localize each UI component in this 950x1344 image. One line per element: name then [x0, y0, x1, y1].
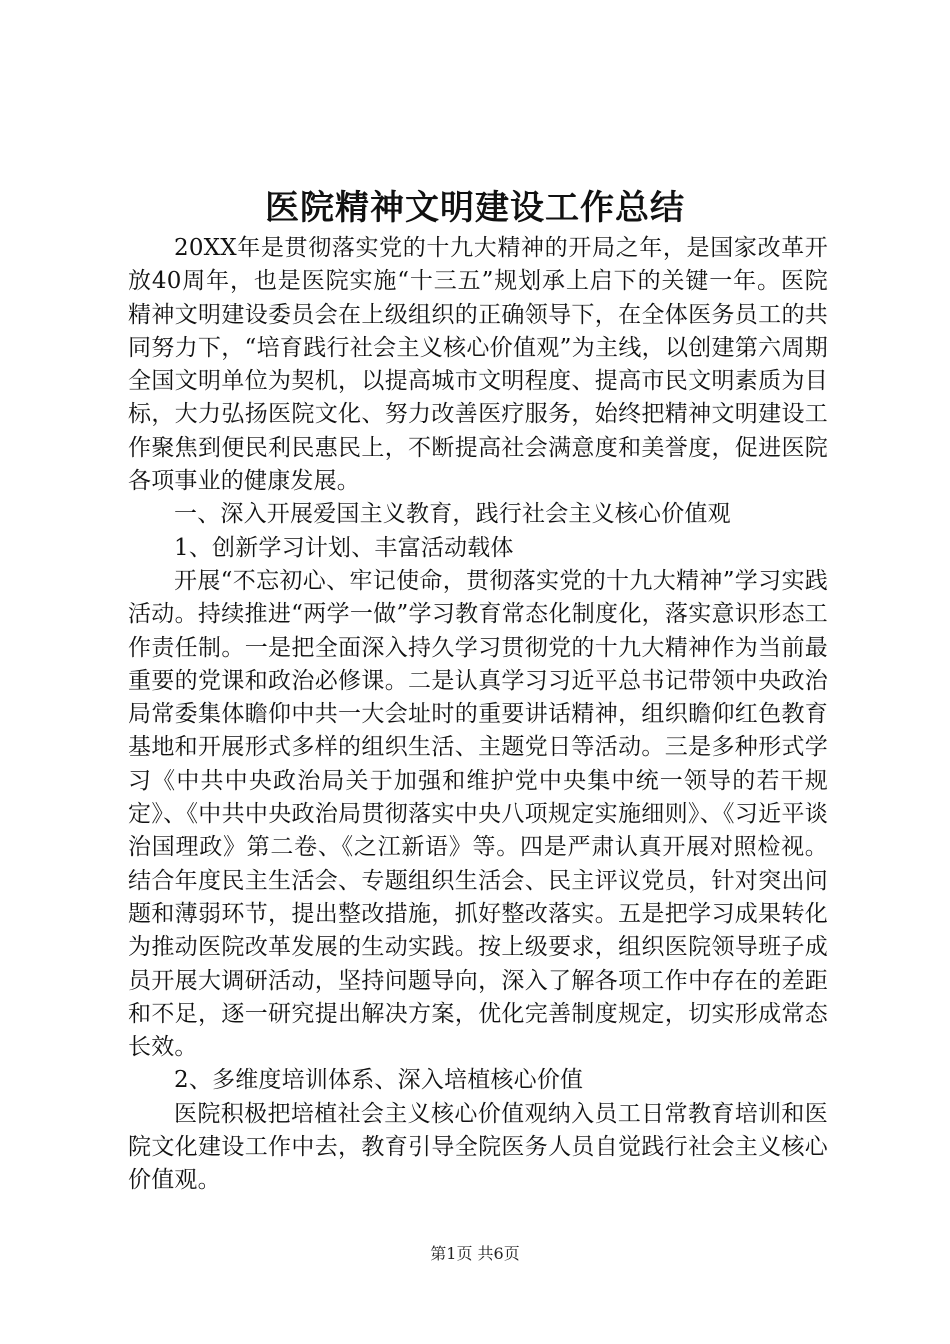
section-heading-1: 一、深入开展爱国主义教育，践行社会主义核心价值观 [174, 501, 731, 528]
document-body [128, 232, 828, 1198]
page-number-footer: 第1页 共6页 [430, 1244, 520, 1263]
document-title: 医院精神文明建设工作总结 [265, 188, 685, 228]
subsection-1-paragraph: 开展“不忘初心、牢记使命，贯彻落实党的十九大精神”学习实践活动。持续推进“两学一做”学习教育常态化制度化，落实意识形态工作责任制。一是把全面深入持久学习贯彻党的十九大精神作为当前最重要的党课和政治必修课。二是认真学习习近平总书记带领中央政治局常委集体瞻仰中共一大会址时的重要讲话精神，组织瞻仰红色教育基地和开展形式多样的组织生活、主题党日等活动。三是多种形式学习《中共中央政治局关于加强和维护党中央集中统一领导的若干规定》、《中共中央政治局贯彻落实中央八项规定实施细则》、《习近平谈治国理政》第二卷、《之江新语》等。四是严肃认真开展对照检视。结合年度民主生活会、专题组织生活会、民主评议党员，针对突出问题和薄弱环节，提出整改措施，抓好整改落实。五是把学习成果转化为推动医院改革发展的生动实践。按上级要求，组织医院领导班子成员开展大调研活动，坚持问题导向，深入了解各项工作中存在的差距和不足，逐一研究提出解决方案，优化完善制度规定，切实形成常态长效。 [128, 567, 828, 1061]
subsection-heading-1: 1、创新学习计划、丰富活动载体 [174, 534, 514, 561]
subsection-2-paragraph: 医院积极把培植社会主义核心价值观纳入员工日常教育培训和医院文化建设工作中去，教育引导全院医务人员自觉践行社会主义核心价值观。 [128, 1100, 828, 1194]
subsection-heading-2: 2、多维度培训体系、深入培植核心价值 [174, 1067, 584, 1094]
intro-paragraph: 20XX年是贯彻落实党的十九大精神的开局之年，是国家改革开放40周年，也是医院实施“十三五”规划承上启下的关键一年。医院精神文明建设委员会在上级组织的正确领导下，在全体医务员工的共同努力下，“培育践行社会主义核心价值观”为主线，以创建第六周期全国文明单位为契机，以提高城市文明程度、提高市民文明素质为目标，大力弘扬医院文化、努力改善医疗服务，始终把精神文明建设工作聚焦到便民利民惠民上，不断提高社会满意度和美誉度，促进医院各项事业的健康发展。 [128, 235, 828, 495]
